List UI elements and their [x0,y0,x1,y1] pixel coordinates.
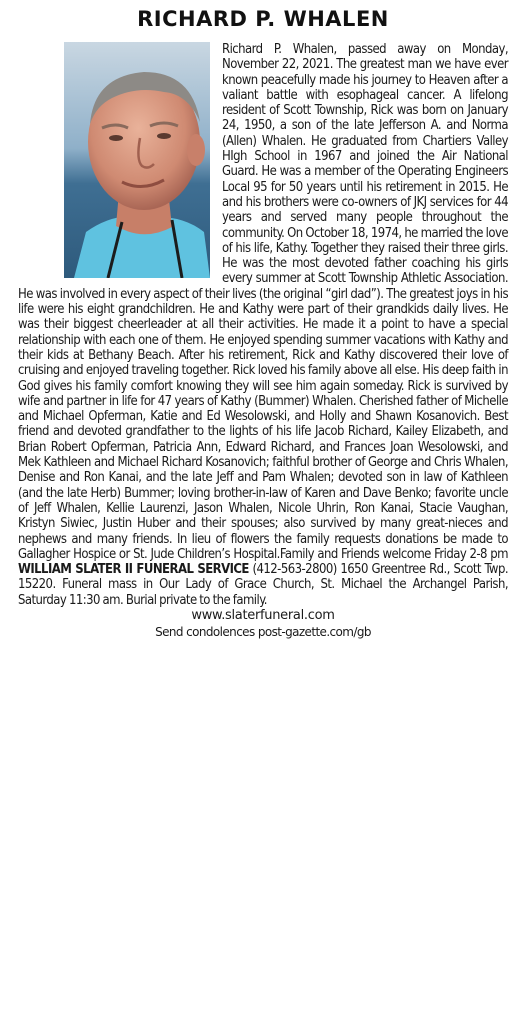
obituary-text-main: Richard P. Whalen, passed away on Monday, November 22, 2021. The greatest man we have ever known peacefully made his journey to Heaven after a valiant battle with esophageal cancer. A lifelong resident of Scott Township, Rick was born on January 24, 1950, a son of the late Jefferson A. and Norma (Allen) Whalen. He graduated from Chartiers Valley HIgh School in 1967 and joined the Air National Guard. He was a member of the Operating Engineers Local 95 for 50 years until his retirement in 2015. He and his brothers were co-owners of JKJ services for 44 years and served many people throughout the community. On October 18, 1974, he married the love of his life, Kathy. Together they raised their three girls. He was the most devoted father coaching his girls every summer at Scott Township Athletic Association. He was involved in every aspect of their lives (the original “girl dad”). The greatest joys in his life were his eight grandchildren. He and Kathy were part of their grandkids daily lives. He was their biggest cheerleader at all their activities. He made it a point to have a special relationship with each one of them. He enjoyed spending summer vacations with Kathy and their kids at Bethany Beach. After his retirement, Rick and Kathy discovered their love of cruising and enjoyed traveling together. Rick loved his family above all else. His deep faith in God gives his family comfort knowing they will see him again someday. Rick is survived by wife and partner in life for 47 years of Kathy (Bummer) Whalen. Cherished father of Michelle and Michael Opferman, Katie and Ed Wesolowski, and Holly and Shawn Kosanovich. Best friend and devoted grandfather to the lights of his life Jacob Richard, Kailey Elizabeth, and Brian Robert Opferman, Patricia Ann, Edward Richard, and Frances Joan Wesolowski, and Mek Kathleen and Michael Richard Kosanovich; faithful brother of George and Chris Whalen, Denise and Ron Kanai, and the late Jeff and Pam Whalen; devoted son in law of Kathleen (and the late Herb) Bummer; loving brother-in-law of Karen and Dave Benko; favorite uncle of Jeff Whalen, Kellie Laurenzi, Jason Whalen, Nicole Uhrin, Ron Kanai, Stacie Vaughan, Kristyn Siwiec, Justin Huber and their spouses; also survived by many great-nieces and nephews and many friends. In lieu of flowers the family requests donations be made to Gallagher Hospice or St. Jude Children’s Hospital.Family and Friends welcome Friday 2-8 pm [18,42,508,562]
obituary-title: RICHARD P. WHALEN [137,7,389,31]
funeral-website: www.slaterfuneral.com [191,607,335,623]
obituary-text-service-details: (412-563-2800) 1650 Greentree Rd., Scott Twp. 15220. Funeral mass in Our Lady of Grace Church, St. Michael the Archangel Parish, Saturday 11:30 am. Burial private to the family. [18,562,508,608]
portrait-photo [64,42,210,278]
funeral-home-name: WILLIAM SLATER II FUNERAL SERVICE [18,562,249,578]
condolences-line: Send condolences post-gazette.com/gb [155,624,371,639]
